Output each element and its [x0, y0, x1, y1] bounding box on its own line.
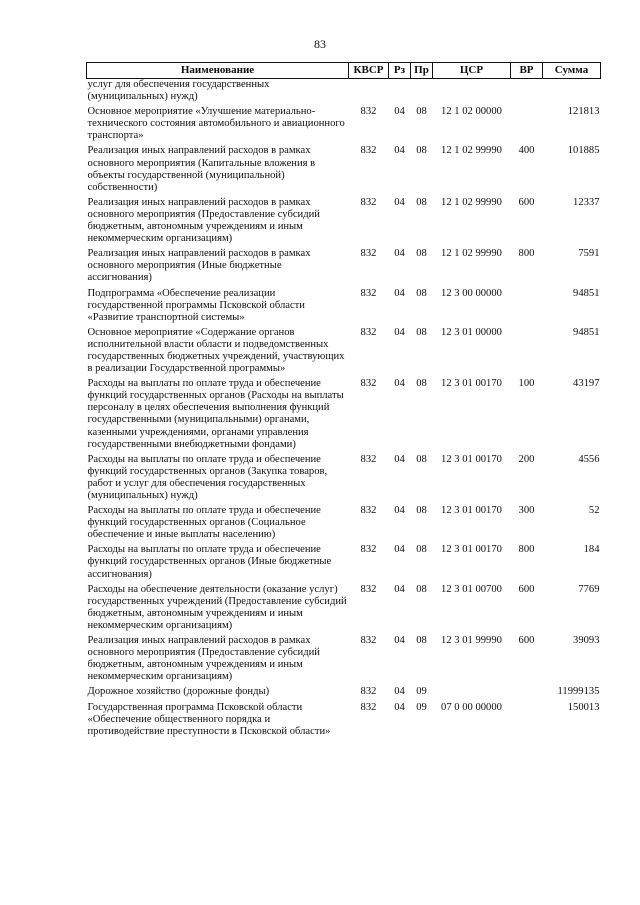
cell-sum: 184 — [583, 544, 600, 556]
cell-kvsr: 832 — [360, 701, 377, 713]
cell-csr: 12 3 01 00000 — [441, 326, 502, 338]
table-row — [87, 505, 601, 544]
cell-csr: 12 1 02 99990 — [441, 145, 502, 157]
cell-sum: 12337 — [573, 196, 600, 208]
cell-rz: 04 — [394, 583, 405, 595]
cell-csr: 12 1 02 99990 — [441, 196, 502, 208]
cell-kvsr: 832 — [360, 583, 377, 595]
cell-pr: 08 — [416, 145, 427, 157]
cell-sum: 7769 — [578, 583, 600, 595]
cell-kvsr: 832 — [360, 248, 377, 260]
cell-kvsr: 832 — [360, 287, 377, 299]
cell-pr: 08 — [416, 196, 427, 208]
cell-rz: 04 — [394, 453, 405, 465]
cell-vr: 600 — [518, 196, 535, 208]
cell-rz: 04 — [394, 326, 405, 338]
cell-rz: 04 — [394, 196, 405, 208]
table-row — [87, 454, 601, 505]
cell-pr: 08 — [416, 505, 427, 517]
cell-csr: 12 3 01 00170 — [441, 544, 502, 556]
header-kvsr: КВСР — [349, 63, 389, 79]
cell-csr: 07 0 00 00000 — [441, 701, 502, 713]
page-number: 83 — [314, 37, 326, 51]
cell-name: Реализация иных направлений расходов в рамках основного мероприятия (Капитальные вложения в объекты государственной (муниципальной) собственности) — [87, 145, 316, 193]
cell-name: Расходы на выплаты по оплате труда и обеспечение функций государственных органов (Социальное обеспечение и иные выплаты населению) — [87, 505, 321, 541]
cell-kvsr: 832 — [360, 544, 377, 556]
header-vr: ВР — [511, 63, 543, 79]
table-row — [87, 288, 601, 327]
cell-csr: 12 3 01 00170 — [441, 378, 502, 390]
cell-pr: 09 — [416, 686, 427, 698]
cell-kvsr — [349, 79, 389, 107]
cell-rz: 04 — [394, 701, 405, 713]
cell-rz: 04 — [394, 248, 405, 260]
header-csr: ЦСР — [433, 63, 511, 79]
cell-name: услуг для обеспечения государственных (муниципальных) нужд) — [87, 79, 270, 103]
cell-name: Расходы на выплаты по оплате труда и обеспечение функций государственных органов (Закупка товаров, работ и услуг для обеспечения государственных (муниципальных) нужд) — [87, 453, 328, 501]
table-row — [87, 635, 601, 686]
cell-name: Государственная программа Псковской области «Обеспечение общественного порядка и противодействие преступности в Псковской области» — [87, 701, 331, 737]
cell-name: Расходы на выплаты по оплате труда и обеспечение функций государственных органов (Иные бюджетные ассигнования) — [87, 544, 332, 580]
cell-kvsr: 832 — [360, 635, 377, 647]
cell-name: Основное мероприятие «Содержание органов исполнительной власти области и подведомственных государственных бюджетных учреждений, участвующих в реализации Государственной программы» — [87, 326, 345, 375]
cell-csr: 12 3 01 00170 — [441, 453, 502, 465]
cell-pr: 08 — [416, 544, 427, 556]
cell-pr — [411, 79, 433, 107]
cell-name: Подпрограмма «Обеспечение реализации государственной программы Псковской области «Развитие транспортной системы» — [87, 287, 305, 323]
cell-pr: 08 — [416, 287, 427, 299]
cell-sum: 39093 — [573, 635, 600, 647]
cell-vr — [511, 288, 543, 327]
cell-csr: 12 3 01 99990 — [441, 635, 502, 647]
table-header-row — [87, 63, 601, 79]
cell-kvsr: 832 — [360, 453, 377, 465]
header-name: Наименование — [87, 63, 349, 79]
cell-kvsr: 832 — [360, 378, 377, 390]
cell-rz: 04 — [394, 505, 405, 517]
cell-pr: 08 — [416, 248, 427, 260]
cell-rz: 04 — [394, 106, 405, 118]
cell-name: Реализация иных направлений расходов в рамках основного мероприятия (Иные бюджетные ассигнования) — [87, 248, 311, 284]
cell-vr — [511, 327, 543, 378]
cell-vr: 400 — [518, 145, 535, 157]
header-pr: Пр — [411, 63, 433, 79]
table-row — [87, 378, 601, 454]
cell-rz: 04 — [394, 378, 405, 390]
table-row — [87, 248, 601, 287]
cell-sum: 43197 — [573, 378, 600, 390]
cell-rz: 04 — [394, 544, 405, 556]
cell-rz: 04 — [394, 145, 405, 157]
cell-rz: 04 — [394, 287, 405, 299]
cell-kvsr: 832 — [360, 326, 377, 338]
cell-csr: 12 1 02 99990 — [441, 248, 502, 260]
table-row — [87, 106, 601, 145]
budget-table — [86, 62, 601, 741]
cell-vr: 300 — [518, 505, 535, 517]
cell-name: Основное мероприятие «Улучшение материально-технического состояния автомобильного и авиационного транспорта» — [87, 106, 345, 142]
header-rz: Рз — [389, 63, 411, 79]
cell-pr: 09 — [416, 701, 427, 713]
cell-vr — [511, 702, 543, 741]
cell-vr — [511, 79, 543, 107]
cell-sum: 121813 — [567, 106, 600, 118]
cell-name: Расходы на обеспечение деятельности (оказание услуг) государственных учреждений (Предоставление субсидий бюджетным, автономным учреждениям и иным некоммерческим организациям) — [87, 583, 347, 631]
cell-vr — [511, 106, 543, 145]
cell-rz: 04 — [394, 635, 405, 647]
table-body — [87, 79, 601, 741]
cell-csr — [433, 686, 511, 701]
table-row — [87, 79, 601, 107]
cell-kvsr: 832 — [360, 505, 377, 517]
cell-vr: 100 — [518, 378, 535, 390]
cell-csr — [433, 79, 511, 107]
cell-vr: 200 — [518, 453, 535, 465]
cell-sum: 7591 — [578, 248, 600, 260]
cell-pr: 08 — [416, 106, 427, 118]
cell-pr: 08 — [416, 635, 427, 647]
cell-sum: 150013 — [567, 701, 600, 713]
cell-name: Расходы на выплаты по оплате труда и обеспечение функций государственных органов (Расходы на выплаты персоналу в целях обеспечения выполнения функций государственными (муниципальными) органами, казенными учреждениями, органами управления государственными внебюджетными фондами) — [87, 378, 344, 450]
cell-sum: 52 — [588, 505, 600, 517]
cell-sum: 94851 — [573, 326, 600, 338]
cell-vr: 600 — [518, 635, 535, 647]
cell-kvsr: 832 — [360, 196, 377, 208]
cell-sum — [543, 79, 601, 107]
cell-vr: 800 — [518, 544, 535, 556]
cell-name: Реализация иных направлений расходов в рамках основного мероприятия (Предоставление субсидий бюджетным, автономным учреждениям и иным некоммерческим организациям) — [87, 196, 320, 245]
table-row — [87, 145, 601, 196]
cell-sum: 94851 — [573, 287, 600, 299]
cell-csr: 12 3 01 00700 — [441, 583, 502, 595]
cell-vr: 800 — [518, 248, 535, 260]
cell-kvsr: 832 — [360, 145, 377, 157]
cell-pr: 08 — [416, 453, 427, 465]
header-sum: Сумма — [543, 63, 601, 79]
cell-csr: 12 3 00 00000 — [441, 287, 502, 299]
cell-vr — [511, 686, 543, 701]
table-row — [87, 327, 601, 378]
cell-name: Реализация иных направлений расходов в рамках основного мероприятия (Предоставление субсидий бюджетным, автономным учреждениям и иным некоммерческим организациям) — [87, 635, 320, 683]
table-row — [87, 544, 601, 583]
cell-pr: 08 — [416, 583, 427, 595]
cell-csr: 12 1 02 00000 — [441, 106, 502, 118]
cell-kvsr: 832 — [360, 686, 377, 698]
table-row — [87, 584, 601, 635]
table-row — [87, 702, 601, 741]
cell-name: Дорожное хозяйство (дорожные фонды) — [87, 686, 270, 698]
cell-sum: 101885 — [567, 145, 600, 157]
table-row — [87, 686, 601, 701]
cell-rz: 04 — [394, 686, 405, 698]
table-row — [87, 197, 601, 248]
cell-sum: 4556 — [578, 453, 600, 465]
cell-csr: 12 3 01 00170 — [441, 505, 502, 517]
cell-vr: 600 — [518, 583, 535, 595]
cell-pr: 08 — [416, 326, 427, 338]
cell-kvsr: 832 — [360, 106, 377, 118]
cell-sum: 11999135 — [557, 686, 600, 698]
cell-pr: 08 — [416, 378, 427, 390]
cell-rz — [389, 79, 411, 107]
